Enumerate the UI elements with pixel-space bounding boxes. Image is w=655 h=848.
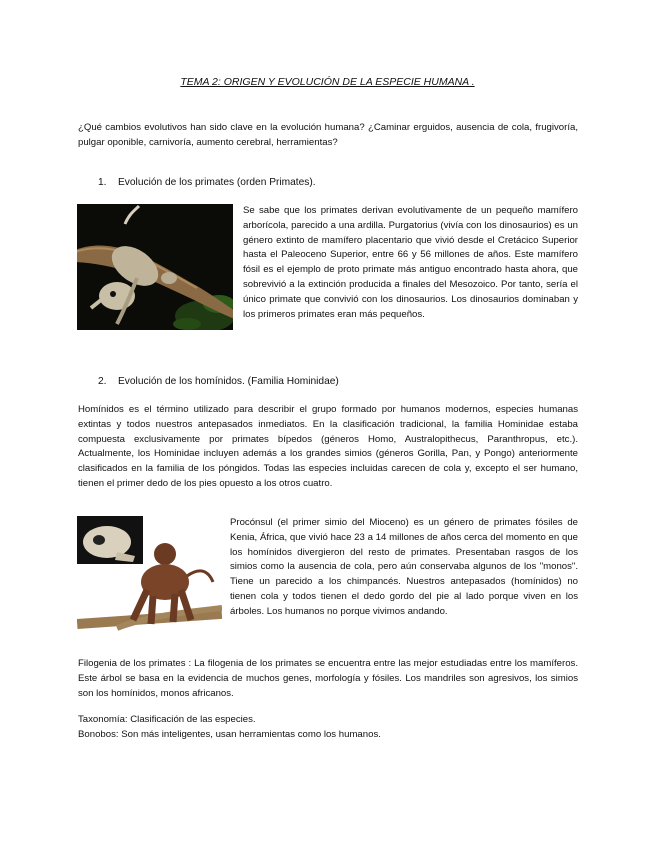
section-1-heading — [98, 177, 316, 188]
filogenia-text: Filogenia de los primates : La filogenia de los primates se encuentra entre las mejor estudiadas entre los mamíferos. Este árbol se basa en la evidencia de muchos genes, morfología y fósiles. Los mandriles son agresivos, los simios son los homínidos, monos africanos. — [78, 658, 578, 699]
section-2-text: Homínidos es el término utilizado para describir el grupo formado por humanos modernos, especies humanas extintas y todos nuestros antepasados inmediatos. En la clasificación tradicional, la familia Hominidae estaba compuesta exclusivamente por primates bípedos (géneros Homo, Australopithecus, Paranthropus, etc.). Actualmente, los Hominidae incluyen además a los grandes simios (géneros Gorilla, Pan, y Pongo) anteriormente clasificados en la familia de los póngidos. Todas las especies incluidas carecen de cola y, excepto el ser humano, tienen el primer dedo de los pies opuesto a los otros cuatro. — [78, 404, 578, 489]
section-1-text: Se sabe que los primates derivan evolutivamente de un pequeño mamífero arborícola, parecido a una ardilla. Purgatorius (vivía con los dinosaurios) es un género extinto de mamífero placentario que vivió desde el Cretácico Superior hasta el Paleoceno Superior, entre 66 y 56 millones de años. Este mamífero fósil es el ejemplo de proto primate más antiguo encontrado hasta ahora, que sobrevivió a la extinción producida a finales del Mesozoico. Por tanto, sería el único primate que convivió con los dinosaurios. Los dinosaurios dominaban y los primeros primates eran más pequeños. — [243, 205, 578, 320]
section-2-heading — [98, 376, 339, 387]
section-1-title: Evolución de los primates (orden Primates). — [118, 177, 316, 188]
taxonomia-text: Taxonomía: Clasificación de las especies. — [78, 714, 256, 725]
section-2-number: 2. — [98, 376, 107, 387]
section-1-number: 1. — [98, 177, 107, 188]
proconsul-image — [77, 516, 222, 646]
proconsul-text: Procónsul (el primer simio del Mioceno) es un género de primates fósiles de Kenia, África, que vivió hace 23 a 14 millones de años cerca del momento en que los homínidos divergieron del resto de primates. Presentaban rasgos de los simios como la ausencia de cola, pero aún conservaba algunos de los "monos". Tiene un parecido a los chimpancés. Nuestros antepasados (homínidos) no tienen cola y todos tienen el dedo gordo del pie al lado porque viven en los árboles. Los humanos no porque vivimos andando. — [230, 517, 578, 617]
document-title: TEMA 2: ORIGEN Y EVOLUCIÓN DE LA ESPECIE HUMANA . — [180, 76, 475, 88]
section-2-title: Evolución de los homínidos. (Familia Hominidae) — [118, 376, 339, 387]
intro-question: ¿Qué cambios evolutivos han sido clave en la evolución humana? ¿Caminar erguidos, ausencia de cola, frugivoría, pulgar oponible, carnivoría, aumento cerebral, herramientas? — [78, 122, 578, 148]
bonobos-text: Bonobos: Son más inteligentes, usan herramientas como los humanos. — [78, 729, 381, 740]
purgatorius-image — [77, 204, 233, 330]
